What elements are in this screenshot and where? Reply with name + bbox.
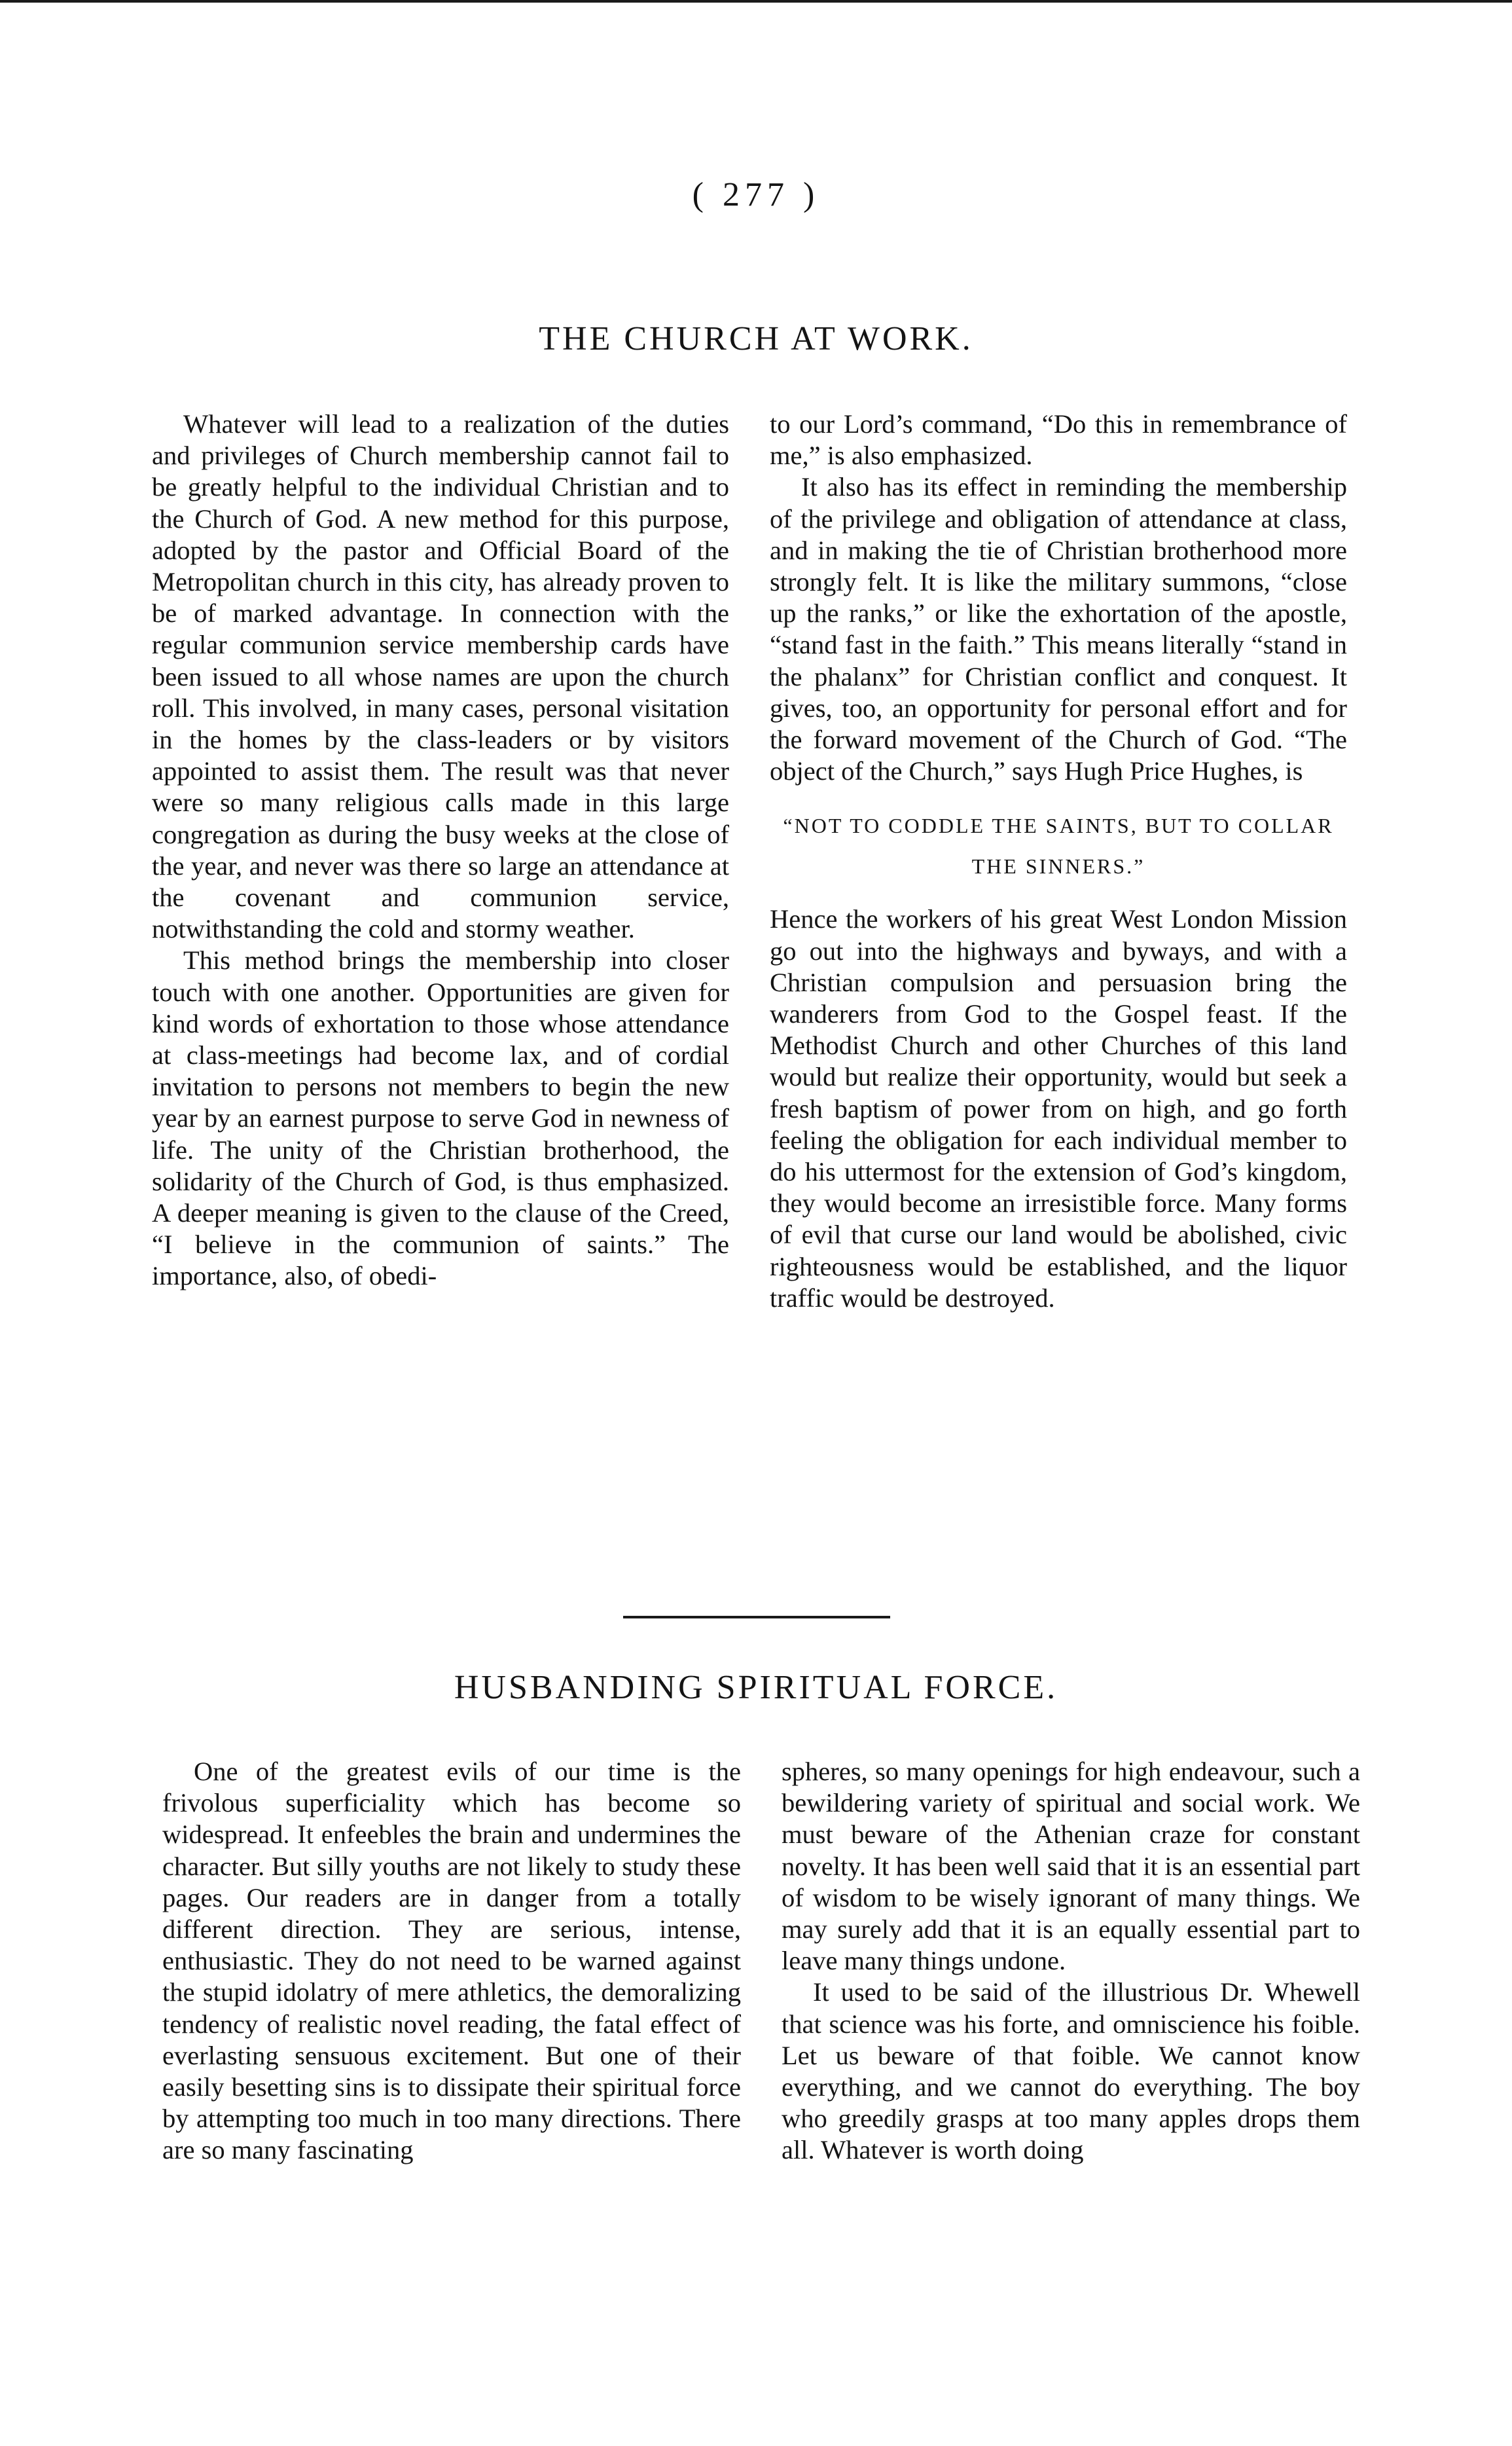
article1-column-left bbox=[152, 409, 729, 1292]
top-rule bbox=[0, 0, 1512, 3]
paragraph: Hence the workers of his great West London Mission go out into the highways and byways, and with a Christian compulsion and persuasion bring the wanderers from God to the Gospel feast. If the Methodist Church and other Churches of this land would but realize their opportunity, would but seek a fresh baptism of power from on high, and go forth feeling the obligation for each individual member to do his uttermost for the extension of God’s kingdom, they would become an irresistible force. Many forms of evil that curse our land would be abolished, civic righteousness would be established, and the liquor traffic would be destroyed. bbox=[770, 904, 1347, 1313]
paragraph: One of the greatest evils of our time is the frivolous superficiality which has become so widespread. It enfeebles the brain and undermines the character. But silly youths are not likely to study these pages. Our readers are in danger from a totally different direction. They are serious, intense, enthusiastic. They do not need to be warned against the stupid idolatry of mere athletics, the demoralizing tendency of realistic novel reading, the fatal effect of everlasting sensuous excitement. But one of their easily besetting sins is to dissipate their spiritual force by attempting too much in too many directions. There are so many fascinating bbox=[162, 1757, 741, 2165]
article2-column-left bbox=[162, 1756, 741, 2166]
paragraph: It also has its effect in reminding the membership of the privilege and obligation of attendance at class, and in making the tie of Christian brotherhood more strongly felt. It is like the military summons, “close up the ranks,” or like the exhortation of the apostle, “stand fast in the faith.” This means literally “stand in the phalanx” for Christian conflict and conquest. It gives, too, an opportunity for personal effort and for the forward movement of the Church of God. “The object of the Church,” says Hugh Price Hughes, is bbox=[770, 472, 1347, 786]
section-divider bbox=[623, 1616, 890, 1618]
block-quote: “NOT TO CODDLE THE SAINTS, BUT TO COLLAR THE SINNERS.” bbox=[783, 814, 1334, 879]
page-number: ( 277 ) bbox=[692, 176, 820, 213]
paragraph: to our Lord’s command, “Do this in remembrance of me,” is also emphasized. bbox=[770, 409, 1347, 471]
article-title-church-at-work: THE CHURCH AT WORK. bbox=[539, 320, 973, 357]
article2-column-right bbox=[782, 1756, 1360, 2166]
paragraph: Whatever will lead to a realization of the duties and privileges of Church membership cannot fail to be greatly helpful to the individual Christian and to the Church of God. A new method for this purpose, adopted by the pastor and Official Board of the Metropolitan church in this city, has already proven to be of marked advantage. In connection with the regular communion service membership cards have been issued to all whose names are upon the church roll. This involved, in many cases, personal visitation in the homes by the class-leaders or by visitors appointed to assist them. The result was that never were so many religious calls made in this large congregation as during the busy weeks at the close of the year, and never was there so large an attendance at the covenant and communion service, notwithstanding the cold and stormy weather. bbox=[152, 409, 729, 944]
article1-column-right bbox=[770, 409, 1347, 1314]
article-title-husbanding-spiritual-force: HUSBANDING SPIRITUAL FORCE. bbox=[454, 1669, 1058, 1706]
paragraph: spheres, so many openings for high endeavour, such a bewildering variety of spiritual and social work. We must beware of the Athenian craze for constant novelty. It has been well said that it is an essential part of wisdom to be wisely ignorant of many things. We may surely add that it is an equally essential part to leave many things undone. bbox=[782, 1757, 1360, 1976]
paragraph: It used to be said of the illustrious Dr. Whewell that science was his forte, and omniscience his foible. Let us beware of that foible. We cannot know everything, and we cannot do everything. The boy who greedily grasps at too many apples drops them all. Whatever is worth doing bbox=[782, 1977, 1360, 2165]
paragraph: This method brings the membership into closer touch with one another. Opportunities are given for kind words of exhortation to those whose attendance at class-meetings had become lax, and of cordial invitation to persons not members to begin the new year by an earnest purpose to serve God in newness of life. The unity of the Christian brotherhood, the solidarity of the Church of God, is thus emphasized. A deeper meaning is given to the clause of the Creed, “I believe in the communion of saints.” The importance, also, of obedi- bbox=[152, 945, 729, 1291]
